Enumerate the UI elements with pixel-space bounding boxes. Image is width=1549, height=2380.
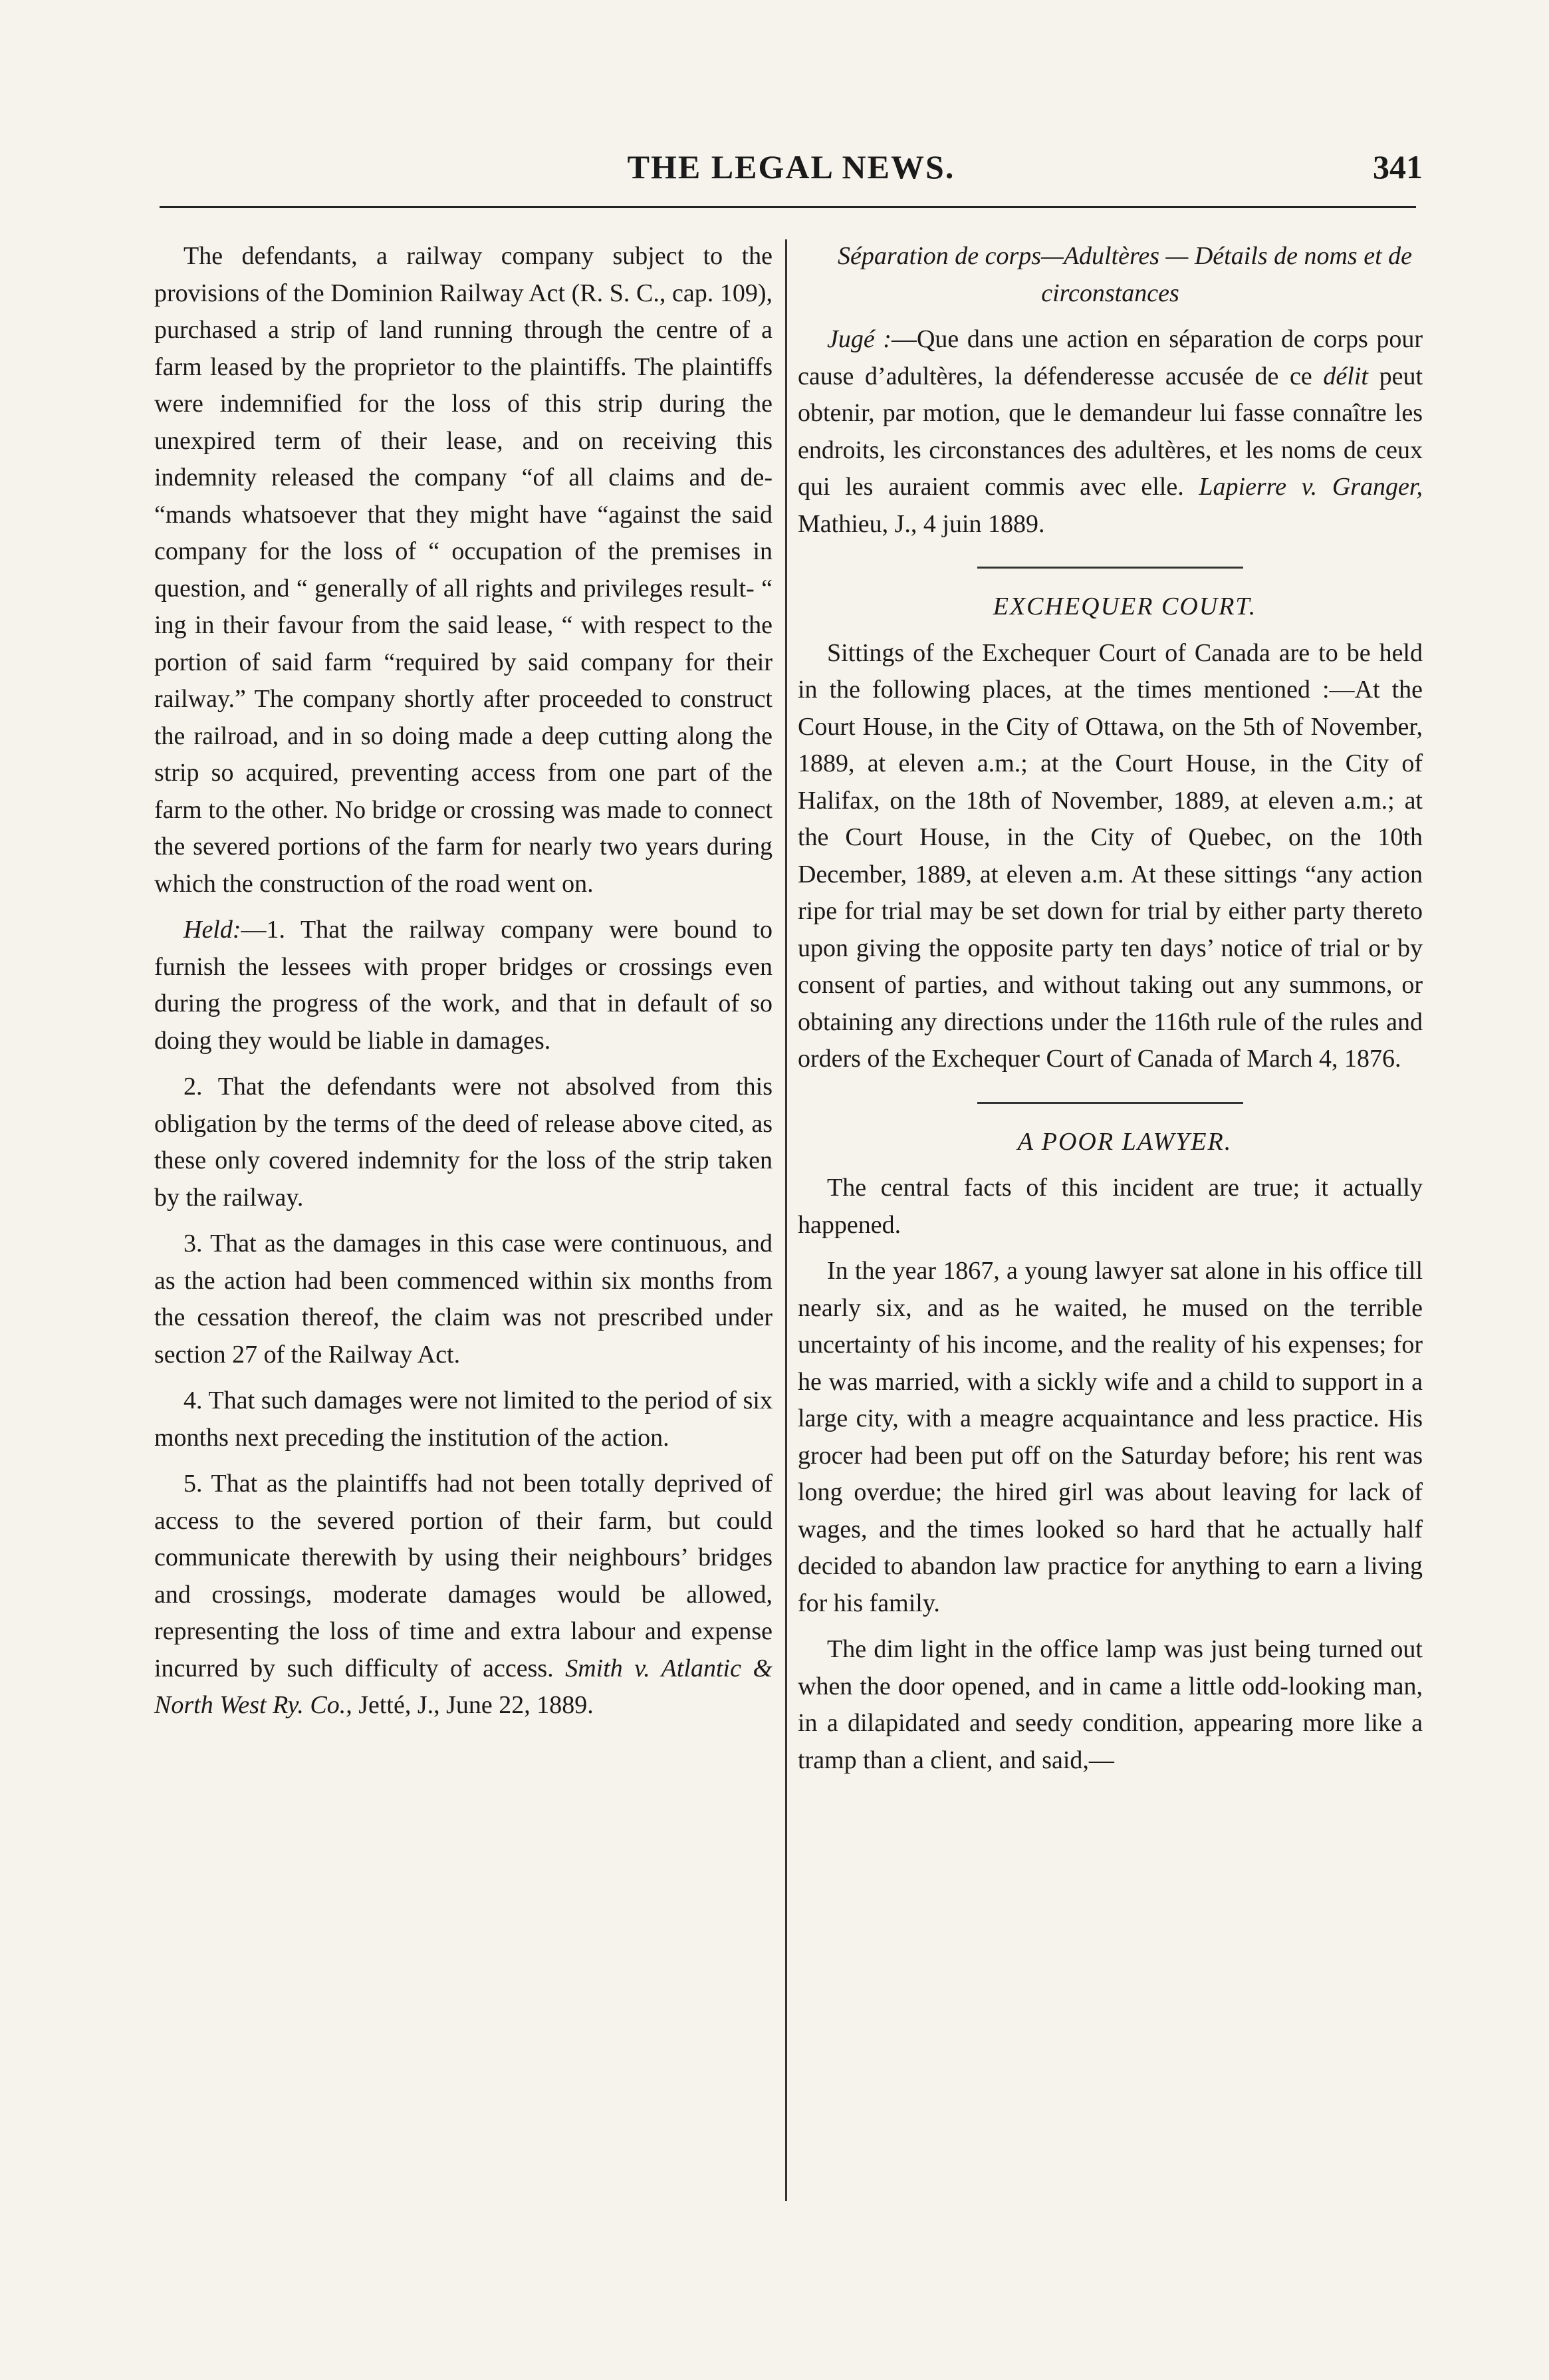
lawyer-paragraph-3: The dim light in the office lamp was just being turned out when the door opened, and in came a little odd-looking man, in a dilapidated and seedy condition, appearing more like a tramp than a client, and said,— [798, 1635, 1423, 1774]
page-header [160, 148, 1423, 201]
held-text: —1. That the railway company were bound to furnish the lessees with proper bridges or crossings even during the progress of the work, and that in default of so doing they would be liable in damages. [154, 916, 773, 1055]
exchequer-heading: EXCHEQUER COURT. [993, 593, 1257, 620]
separation-rubric: Séparation de corps—Adultères — Détails de noms et de circonstances [837, 242, 1413, 307]
lawyer-paragraph-2: In the year 1867, a young lawyer sat alone in his office till nearly six, and as he waited, he mused on the terrible uncertainty of his income, and the reality of his expenses; for he was married, with a sickly wife and a child to support in a large city, with a meagre acquaintance and less practice. His grocer had been put off on the Saturday before; his rent was long overdue; the hired girl was about leaving for lack of wages, and the times looked so hard that he actually half decided to abandon law practice for anything to earn a living for his family. [798, 1257, 1423, 1617]
left-column [154, 238, 773, 1734]
holding-5 [154, 1466, 773, 1724]
holding-2: 2. That the defendants were not absolved from this obligation by the terms of the deed of release above cited, as these only covered indemnity for the loss of the strip taken by the railway. [154, 1073, 773, 1212]
juge-paragraph [798, 321, 1423, 543]
lawyer-paragraph-1: The central facts of this incident are true; it actually happened. [798, 1174, 1423, 1239]
juge-label: Jugé : [827, 325, 892, 353]
juge-case: Lapierre v. Granger, [1199, 473, 1423, 501]
section-rule [977, 567, 1243, 569]
juge-delit: délit [1323, 362, 1368, 390]
juge-text-a: —Que dans une action en séparation de corps pour cause d’adultères, la défenderesse accusée de ce [798, 325, 1423, 390]
holding-4: 4. That such damages were not limited to the period of six months next preceding the institution of the action. [154, 1387, 773, 1452]
juge-end: Mathieu, J., 4 juin 1889. [798, 509, 1045, 538]
page-number: 341 [1373, 148, 1423, 186]
exchequer-paragraph: Sittings of the Exchequer Court of Canada are to be held in the following places, at the times mentioned :—At the Court House, in the City of Ottawa, on the 5th of November, 1889, at eleven a.m.; at the Court House, in the City of Halifax, on the 18th of November, 1889, at eleven a.m.; at the Court House, in the City of Quebec, on the 10th December, 1889, at eleven a.m. At these sittings “any action ripe for trial may be set down for trial by either party thereto upon giving the opposite party ten days’ notice of trial or by consent of parties, and without taking out any summons, or obtaining any directions under the 116th rule of the rules and orders of the Exchequer Court of Canada of March 4, 1876. [798, 638, 1423, 1073]
lawyer-heading: A POOR LAWYER. [1017, 1127, 1233, 1156]
column-divider [785, 239, 787, 2201]
running-title: THE LEGAL NEWS. [627, 148, 955, 186]
case-summary-paragraph: The defendants, a railway company subject to the provisions of the Dominion Railway Act (R. S. C., cap. 109), purchased a strip of land running through the centre of a farm leased by the proprietor to the plaintiffs. The plaintiffs were indemnified for the loss of this strip during the unexpired term of their lease, and on receiving this indemnity released the company “of all claims and de- “mands whatsoever that they might have “against the said company for the loss of “ occupation of the premises in question, and “ generally of all rights and privileges result- “ ing in their favour from the said lease, “ with respect to the portion of said farm “required by said company for their railway.” The company shortly after proceeded to construct the railroad, and in so doing made a deep cutting along the strip so acquired, preventing access from one part of the farm to the other. No bridge or crossing was made to connect the severed portions of the farm for nearly two years during which the construction of the road went on. [154, 242, 773, 898]
right-column [798, 238, 1423, 1788]
case-citation: Smith v. Atlantic & North West Ry. Co., [154, 1654, 773, 1719]
held-label: Held: [183, 916, 241, 944]
case-judge-date: Jetté, J., June 22, 1889. [358, 1691, 594, 1719]
held-paragraph [154, 912, 773, 1059]
holding-3: 3. That as the damages in this case were continuous, and as the action had been commenced within six months from the cessation thereof, the claim was not prescribed under section 27 of the Railway Act. [154, 1230, 773, 1369]
juge-text-b: peut obtenir, par motion, que le demandeur lui fasse connaître les endroits, les circonstances des adultères, et les noms de ceux qui les auraient commis avec elle. [798, 362, 1423, 501]
holding-5-text: 5. That as the plaintiffs had not been totally deprived of access to the severed portion of their farm, but could communicate therewith by using their neighbours’ bridges and crossings, moderate damages would be allowed, representing the loss of time and extra labour and expense incurred by such difficulty of access. [154, 1470, 773, 1682]
header-rule [160, 206, 1416, 208]
section-rule [977, 1102, 1243, 1104]
